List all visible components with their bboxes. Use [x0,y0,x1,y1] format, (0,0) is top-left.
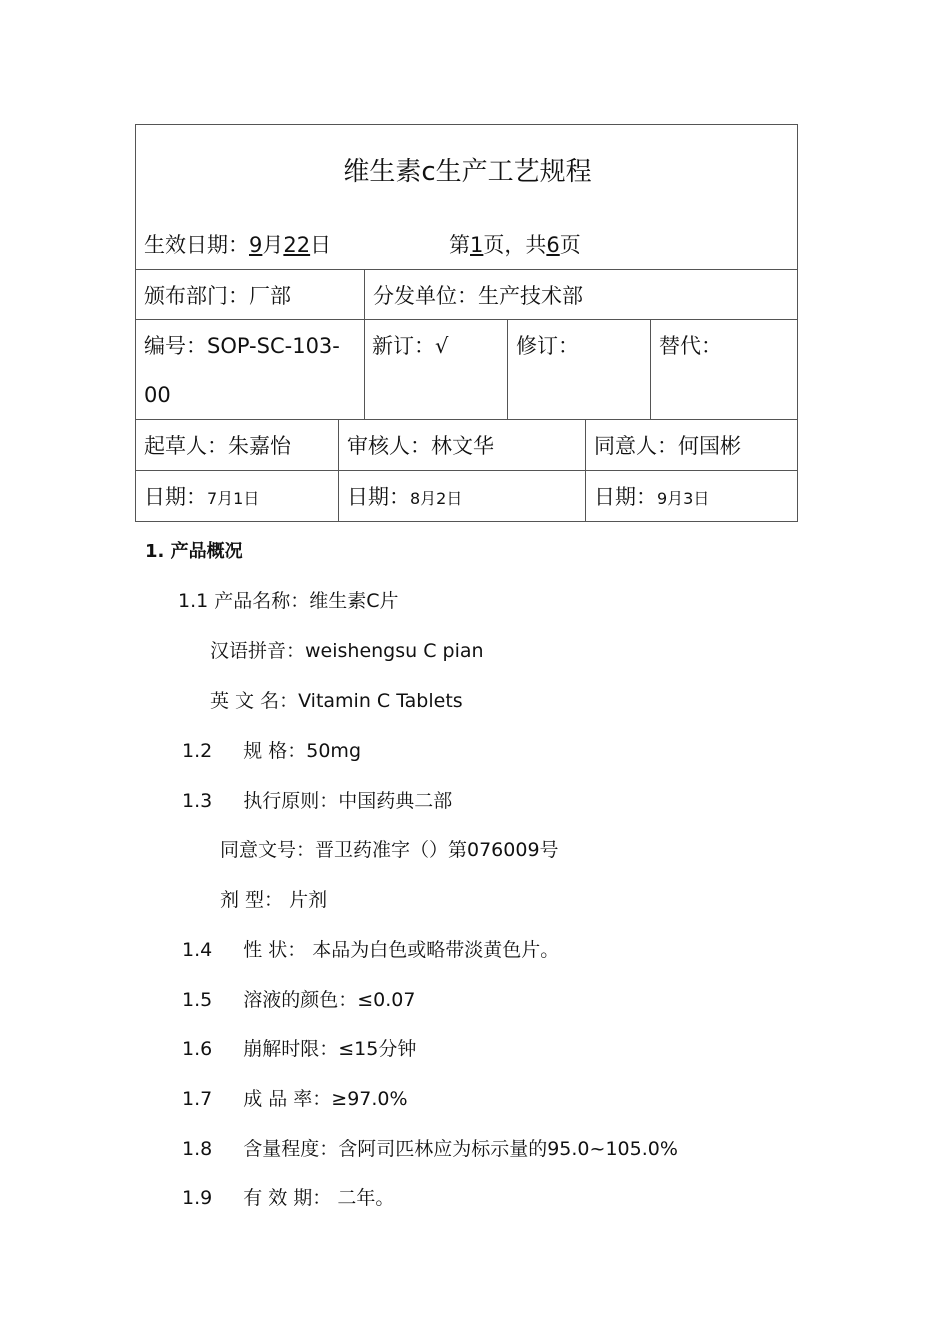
item-1-3: 1.3 执行原则：中国药典二部 [182,790,453,812]
review-date: 日期：8月2日 [347,485,463,509]
issuing-dept: 颁布部门：厂部 [144,284,291,308]
distribution-unit: 分发单位：生产技术部 [373,284,583,308]
row-divider [136,269,797,270]
item-1-6: 1.6 崩解时限：≤15分钟 [182,1038,417,1060]
doc-title: 维生素c生产工艺规程 [343,157,592,187]
reviewer: 审核人：林文华 [347,434,494,458]
item-1-4: 1.4 性 状： 本品为白色或略带淡黄色片。 [182,939,560,961]
col-divider [364,269,365,419]
new-version: 新订：√ [372,334,449,358]
col-divider [650,319,651,419]
product-name: 1.1 产品名称：维生素C片 [178,590,399,612]
section-heading: 1. 产品概况 [145,541,243,562]
row-divider [136,419,797,420]
draft-date: 日期：7月1日 [144,485,260,509]
item-1-5: 1.5 溶液的颜色：≤0.07 [182,989,416,1011]
item-1-9: 1.9 有 效 期： 二年。 [182,1187,395,1209]
col-divider [585,419,586,521]
item-1-8: 1.8 含量程度：含阿司匹林应为标示量的95.0~105.0% [182,1138,678,1160]
page-indicator: 第1页，共6页 [449,233,581,257]
item-1-7: 1.7 成 品 率：≥97.0% [182,1088,408,1110]
item-1-2: 1.2 规 格：50mg [182,740,362,762]
revision: 修订： [516,334,579,358]
approver: 同意人：何国彬 [594,434,741,458]
doc-code-line1: 编号：SOP-SC-103- [144,334,340,358]
replacement: 替代： [659,334,722,358]
col-divider [338,419,339,521]
header-table [135,124,798,522]
english-name: 英 文 名：Vitamin C Tablets [210,690,463,712]
drafter: 起草人：朱嘉怡 [144,434,291,458]
approve-date: 日期：9月3日 [594,485,710,509]
dosage-form: 剂 型： 片剂 [220,889,328,911]
col-divider [507,319,508,419]
pinyin-name: 汉语拼音：weishengsu C pian [210,640,484,662]
doc-code-line2: 00 [144,383,171,407]
approval-number: 同意文号：晋卫药准字（）第076009号 [220,839,559,861]
effective-date: 生效日期：9月22日 [144,233,332,257]
row-divider [136,470,797,471]
